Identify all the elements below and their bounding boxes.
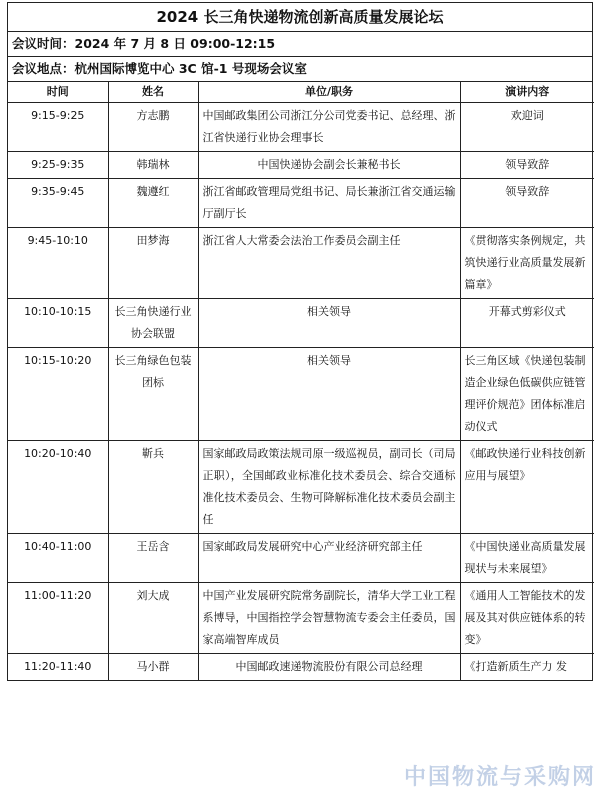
cell-role: 中国产业发展研究院常务副院长，清华大学工业工程系博导，中国指控学会智慧物流专委会主任委员，国家高端智库成员 <box>198 583 460 654</box>
cell-time: 10:20-10:40 <box>8 441 108 534</box>
cell-time: 10:15-10:20 <box>8 348 108 441</box>
cell-talk: 《通用人工智能技术的发展及其对供应链体系的转变》 <box>460 583 594 654</box>
cell-name: 靳兵 <box>108 441 198 534</box>
table-row <box>8 654 594 681</box>
cell-role: 中国快递协会副会长兼秘书长 <box>198 152 460 179</box>
cell-name: 魏遵红 <box>108 179 198 228</box>
meeting-place: 会议地点：杭州国际博览中心 3C 馆-1 号现场会议室 <box>8 57 592 82</box>
table-row <box>8 152 594 179</box>
cell-role: 中国邮政集团公司浙江分公司党委书记、总经理、浙江省快递行业协会理事长 <box>198 103 460 152</box>
cell-time: 9:25-9:35 <box>8 152 108 179</box>
cell-role: 中国邮政速递物流股份有限公司总经理 <box>198 654 460 681</box>
column-header-talk: 演讲内容 <box>460 82 594 103</box>
watermark-logo: 中国物流与采购网 <box>403 765 596 790</box>
cell-name: 刘大成 <box>108 583 198 654</box>
cell-time: 10:40-11:00 <box>8 534 108 583</box>
table-row <box>8 299 594 348</box>
column-header-role: 单位/职务 <box>198 82 460 103</box>
schedule-table <box>8 82 594 680</box>
column-header-time: 时间 <box>8 82 108 103</box>
table-row <box>8 441 594 534</box>
table-row <box>8 583 594 654</box>
cell-role: 相关领导 <box>198 299 460 348</box>
cell-role: 相关领导 <box>198 348 460 441</box>
cell-time: 11:20-11:40 <box>8 654 108 681</box>
cell-role: 国家邮政局政策法规司原一级巡视员，副司长（司局正职），全国邮政业标准化技术委员会、综合交通标准化技术委员会、生物可降解标准化技术委员会副主任 <box>198 441 460 534</box>
forum-schedule <box>7 2 593 681</box>
cell-name: 方志鹏 <box>108 103 198 152</box>
cell-time: 9:45-10:10 <box>8 228 108 299</box>
cell-time: 9:15-9:25 <box>8 103 108 152</box>
cell-name: 长三角绿色包装团标 <box>108 348 198 441</box>
cell-time: 9:35-9:45 <box>8 179 108 228</box>
cell-talk: 《打造新质生产力 发 <box>460 654 594 681</box>
cell-role: 国家邮政局发展研究中心产业经济研究部主任 <box>198 534 460 583</box>
cell-role: 浙江省人大常委会法治工作委员会副主任 <box>198 228 460 299</box>
table-row <box>8 348 594 441</box>
column-header-name: 姓名 <box>108 82 198 103</box>
cell-name: 田梦海 <box>108 228 198 299</box>
cell-talk: 《邮政快递行业科技创新应用与展望》 <box>460 441 594 534</box>
table-row <box>8 179 594 228</box>
cell-name: 长三角快递行业协会联盟 <box>108 299 198 348</box>
cell-talk: 开幕式剪彩仪式 <box>460 299 594 348</box>
cell-time: 11:00-11:20 <box>8 583 108 654</box>
cell-name: 马小群 <box>108 654 198 681</box>
table-header-row <box>8 82 594 103</box>
cell-talk: 领导致辞 <box>460 179 594 228</box>
cell-talk: 欢迎词 <box>460 103 594 152</box>
cell-talk: 领导致辞 <box>460 152 594 179</box>
meeting-time: 会议时间：2024 年 7 月 8 日 09:00-12:15 <box>8 32 592 57</box>
page-title: 2024 长三角快递物流创新高质量发展论坛 <box>8 3 592 32</box>
cell-talk: 《贯彻落实条例规定，共筑快递行业高质量发展新篇章》 <box>460 228 594 299</box>
table-row <box>8 228 594 299</box>
table-row <box>8 534 594 583</box>
cell-role: 浙江省邮政管理局党组书记、局长兼浙江省交通运输厅副厅长 <box>198 179 460 228</box>
table-row <box>8 103 594 152</box>
cell-name: 韩瑞林 <box>108 152 198 179</box>
cell-time: 10:10-10:15 <box>8 299 108 348</box>
cell-talk: 《中国快递业高质量发展现状与未来展望》 <box>460 534 594 583</box>
cell-name: 王岳含 <box>108 534 198 583</box>
cell-talk: 长三角区域《快递包装制造企业绿色低碳供应链管理评价规范》团体标准启动仪式 <box>460 348 594 441</box>
